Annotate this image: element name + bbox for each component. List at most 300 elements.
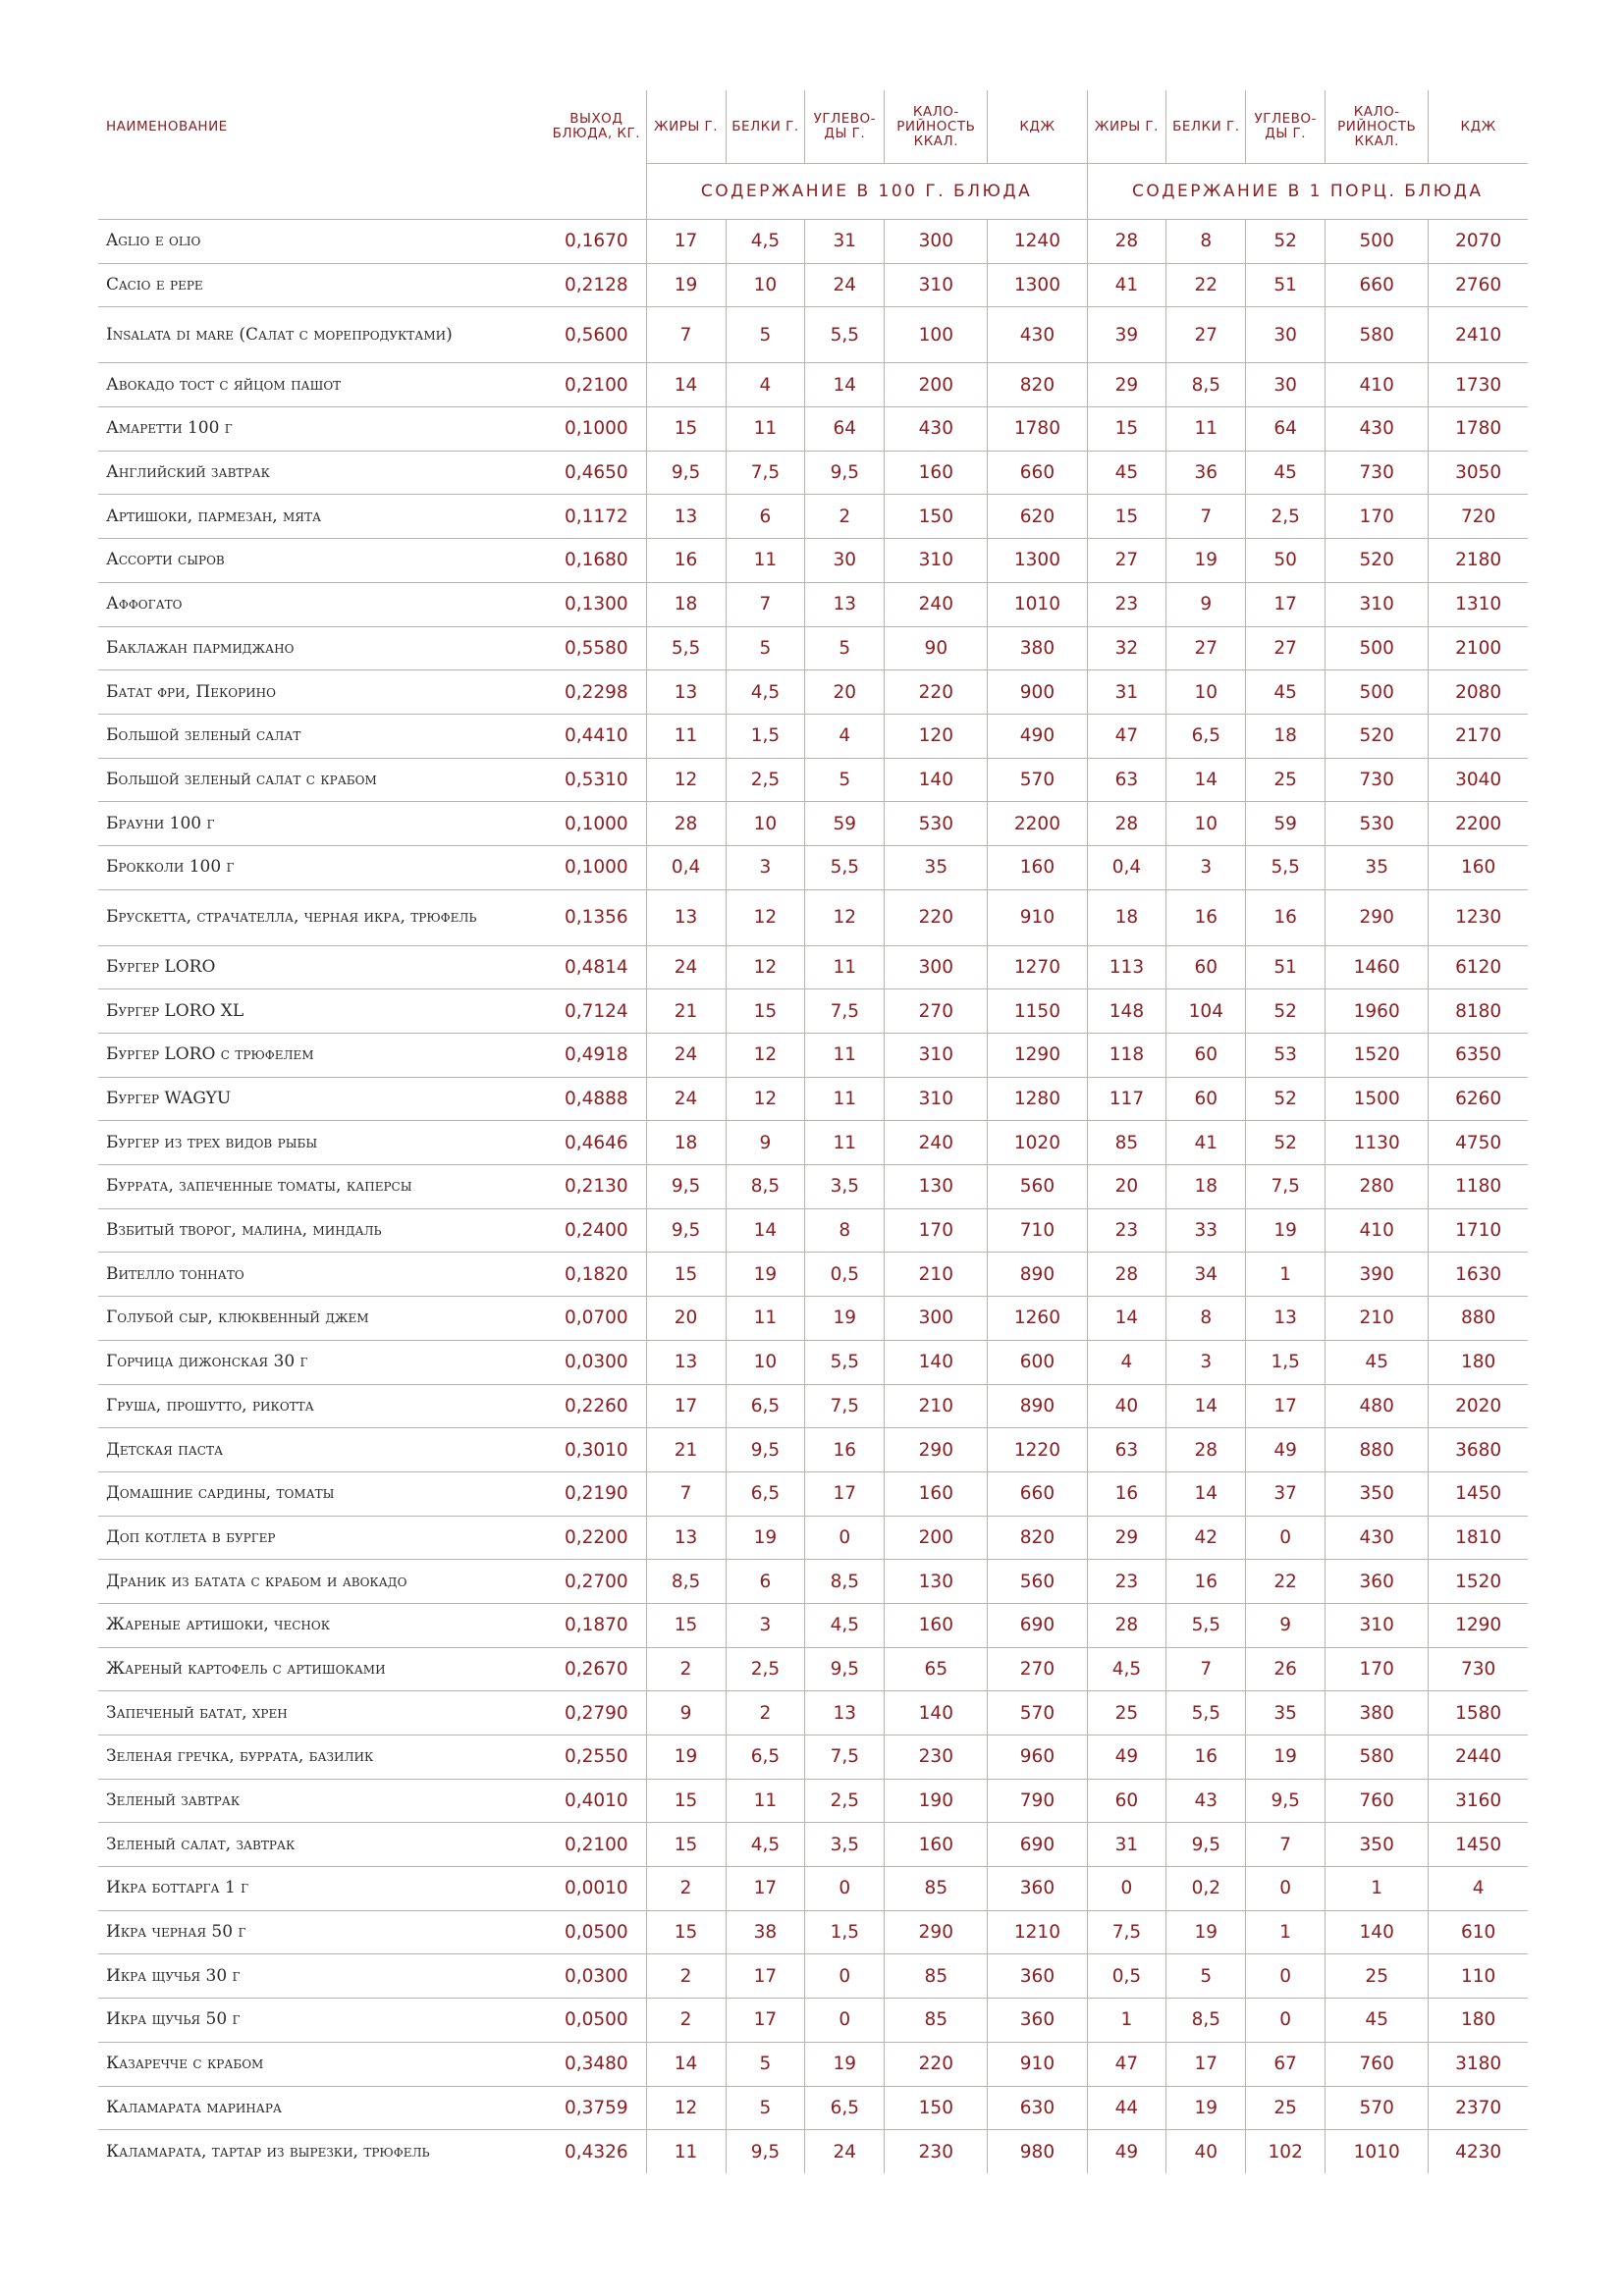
cell-carbs-100g: 2,5 <box>805 1779 885 1823</box>
cell-kj-100g: 560 <box>988 1165 1087 1209</box>
cell-protein-portion: 16 <box>1166 1560 1246 1604</box>
cell-kcal-portion: 530 <box>1326 802 1429 846</box>
cell-kcal-100g: 140 <box>885 1340 988 1384</box>
cell-protein-100g: 2 <box>726 1691 805 1735</box>
dish-yield: 0,1680 <box>547 539 646 583</box>
dish-yield: 0,5580 <box>547 626 646 670</box>
cell-protein-portion: 33 <box>1166 1208 1246 1253</box>
cell-protein-portion: 19 <box>1166 539 1246 583</box>
cell-kj-portion: 730 <box>1429 1647 1528 1691</box>
dish-name: Запеченый батат, хрен <box>98 1691 547 1735</box>
dish-yield: 0,4918 <box>547 1034 646 1078</box>
dish-yield: 0,0300 <box>547 1954 646 1999</box>
cell-kj-portion: 1290 <box>1429 1603 1528 1647</box>
cell-protein-portion: 19 <box>1166 2086 1246 2130</box>
dish-name: Бургер LORO с трюфелем <box>98 1034 547 1078</box>
cell-kcal-portion: 45 <box>1326 1340 1429 1384</box>
cell-carbs-portion: 18 <box>1246 714 1326 758</box>
dish-yield: 0,1000 <box>547 845 646 889</box>
cell-fat-100g: 9,5 <box>646 451 726 495</box>
cell-carbs-portion: 53 <box>1246 1034 1326 1078</box>
cell-protein-100g: 2,5 <box>726 1647 805 1691</box>
cell-kj-100g: 1220 <box>988 1428 1087 1472</box>
cell-carbs-portion: 13 <box>1246 1297 1326 1341</box>
cell-kcal-portion: 500 <box>1326 626 1429 670</box>
cell-kj-portion: 3180 <box>1429 2042 1528 2086</box>
dish-yield: 0,2700 <box>547 1560 646 1604</box>
cell-fat-portion: 47 <box>1087 714 1166 758</box>
cell-fat-100g: 13 <box>646 889 726 945</box>
table-row <box>98 1516 1528 1560</box>
cell-kcal-100g: 240 <box>885 582 988 626</box>
cell-kj-100g: 1150 <box>988 989 1087 1034</box>
cell-kj-portion: 110 <box>1429 1954 1528 1999</box>
cell-protein-100g: 3 <box>726 1603 805 1647</box>
cell-carbs-portion: 35 <box>1246 1691 1326 1735</box>
cell-protein-100g: 6 <box>726 1560 805 1604</box>
cell-carbs-100g: 0,5 <box>805 1253 885 1297</box>
cell-kcal-100g: 160 <box>885 1603 988 1647</box>
cell-kcal-100g: 240 <box>885 1121 988 1165</box>
cell-fat-100g: 15 <box>646 1823 726 1867</box>
cell-protein-100g: 3 <box>726 845 805 889</box>
table-row <box>98 714 1528 758</box>
cell-kj-100g: 1280 <box>988 1077 1087 1121</box>
cell-kj-portion: 180 <box>1429 1340 1528 1384</box>
cell-carbs-portion: 16 <box>1246 889 1326 945</box>
dish-yield: 0,0500 <box>547 1910 646 1954</box>
cell-protein-100g: 4,5 <box>726 670 805 715</box>
dish-name: Английский завтрак <box>98 451 547 495</box>
cell-protein-100g: 12 <box>726 1034 805 1078</box>
cell-kj-100g: 360 <box>988 1999 1087 2043</box>
cell-carbs-100g: 11 <box>805 945 885 989</box>
cell-carbs-portion: 17 <box>1246 1384 1326 1428</box>
cell-protein-portion: 16 <box>1166 889 1246 945</box>
cell-carbs-100g: 7,5 <box>805 1384 885 1428</box>
table-row <box>98 1867 1528 1911</box>
cell-protein-100g: 4 <box>726 363 805 407</box>
table-row <box>98 758 1528 802</box>
column-header-row <box>98 90 1528 164</box>
cell-protein-portion: 42 <box>1166 1516 1246 1560</box>
cell-fat-portion: 85 <box>1087 1121 1166 1165</box>
cell-carbs-portion: 27 <box>1246 626 1326 670</box>
cell-kcal-100g: 200 <box>885 363 988 407</box>
cell-carbs-100g: 11 <box>805 1121 885 1165</box>
cell-kcal-100g: 170 <box>885 1208 988 1253</box>
cell-kj-portion: 2760 <box>1429 263 1528 307</box>
cell-protein-portion: 43 <box>1166 1779 1246 1823</box>
cell-kj-100g: 360 <box>988 1867 1087 1911</box>
cell-protein-100g: 19 <box>726 1516 805 1560</box>
dish-name: Зеленый завтрак <box>98 1779 547 1823</box>
cell-carbs-100g: 11 <box>805 1034 885 1078</box>
cell-kj-100g: 430 <box>988 307 1087 363</box>
cell-protein-portion: 6,5 <box>1166 714 1246 758</box>
table-row <box>98 2086 1528 2130</box>
cell-carbs-100g: 19 <box>805 1297 885 1341</box>
cell-protein-100g: 2,5 <box>726 758 805 802</box>
cell-fat-portion: 27 <box>1087 539 1166 583</box>
cell-fat-portion: 31 <box>1087 1823 1166 1867</box>
cell-kcal-portion: 520 <box>1326 714 1429 758</box>
header-kj-portion: КДЖ <box>1429 90 1528 164</box>
cell-protein-100g: 12 <box>726 945 805 989</box>
table-row <box>98 2042 1528 2086</box>
cell-carbs-100g: 11 <box>805 1077 885 1121</box>
dish-yield: 0,5600 <box>547 307 646 363</box>
cell-protein-portion: 10 <box>1166 670 1246 715</box>
cell-fat-100g: 9 <box>646 1691 726 1735</box>
cell-kcal-100g: 120 <box>885 714 988 758</box>
cell-kj-portion: 2410 <box>1429 307 1528 363</box>
dish-yield: 0,1820 <box>547 1253 646 1297</box>
table-row <box>98 670 1528 715</box>
dish-yield: 0,1870 <box>547 1603 646 1647</box>
cell-carbs-portion: 0 <box>1246 1999 1326 2043</box>
cell-fat-100g: 13 <box>646 1340 726 1384</box>
cell-fat-portion: 40 <box>1087 1384 1166 1428</box>
cell-kj-100g: 490 <box>988 714 1087 758</box>
cell-carbs-100g: 0 <box>805 1867 885 1911</box>
dish-name: Большой зеленый салат с крабом <box>98 758 547 802</box>
table-row <box>98 1560 1528 1604</box>
cell-kcal-100g: 530 <box>885 802 988 846</box>
cell-protein-portion: 8,5 <box>1166 1999 1246 2043</box>
cell-kcal-portion: 410 <box>1326 363 1429 407</box>
cell-fat-100g: 2 <box>646 1867 726 1911</box>
group-header-portion: СОДЕРЖАНИЕ В 1 ПОРЦ. БЛЮДА <box>1087 164 1528 220</box>
dish-name: Авокадо тост с яйцом пашот <box>98 363 547 407</box>
cell-kcal-100g: 190 <box>885 1779 988 1823</box>
cell-kj-100g: 690 <box>988 1823 1087 1867</box>
cell-carbs-100g: 13 <box>805 582 885 626</box>
cell-fat-portion: 148 <box>1087 989 1166 1034</box>
dish-name: Драник из батата с крабом и авокадо <box>98 1560 547 1604</box>
cell-protein-portion: 5,5 <box>1166 1691 1246 1735</box>
cell-protein-portion: 27 <box>1166 307 1246 363</box>
cell-carbs-portion: 51 <box>1246 263 1326 307</box>
cell-carbs-100g: 17 <box>805 1471 885 1516</box>
cell-fat-portion: 28 <box>1087 802 1166 846</box>
cell-carbs-100g: 16 <box>805 1428 885 1472</box>
cell-kcal-100g: 290 <box>885 1428 988 1472</box>
cell-kj-100g: 710 <box>988 1208 1087 1253</box>
cell-kj-portion: 3040 <box>1429 758 1528 802</box>
cell-protein-portion: 10 <box>1166 802 1246 846</box>
cell-kj-100g: 910 <box>988 2042 1087 2086</box>
cell-protein-100g: 10 <box>726 802 805 846</box>
dish-name: Брускетта, страчателла, черная икра, трюфель <box>98 889 547 945</box>
cell-protein-100g: 11 <box>726 1779 805 1823</box>
cell-fat-portion: 117 <box>1087 1077 1166 1121</box>
table-row <box>98 495 1528 539</box>
group-header-row <box>98 164 1528 220</box>
cell-protein-100g: 8,5 <box>726 1165 805 1209</box>
cell-carbs-100g: 64 <box>805 407 885 452</box>
cell-protein-100g: 5 <box>726 2042 805 2086</box>
table-row <box>98 1297 1528 1341</box>
cell-protein-100g: 12 <box>726 889 805 945</box>
cell-fat-100g: 18 <box>646 1121 726 1165</box>
cell-carbs-portion: 37 <box>1246 1471 1326 1516</box>
cell-fat-portion: 60 <box>1087 1779 1166 1823</box>
dish-yield: 0,4326 <box>547 2130 646 2173</box>
cell-kcal-portion: 140 <box>1326 1910 1429 1954</box>
header-yield: ВЫХОД БЛЮДА, КГ. <box>552 111 641 142</box>
cell-fat-100g: 0,4 <box>646 845 726 889</box>
cell-protein-portion: 8 <box>1166 220 1246 264</box>
header-name: НАИМЕНОВАНИЕ <box>106 118 228 134</box>
dish-name: Домашние сардины, томаты <box>98 1471 547 1516</box>
cell-kj-portion: 3050 <box>1429 451 1528 495</box>
cell-kj-100g: 380 <box>988 626 1087 670</box>
cell-kcal-portion: 580 <box>1326 307 1429 363</box>
cell-kj-100g: 1210 <box>988 1910 1087 1954</box>
cell-kj-portion: 1230 <box>1429 889 1528 945</box>
cell-protein-portion: 104 <box>1166 989 1246 1034</box>
cell-fat-portion: 28 <box>1087 220 1166 264</box>
cell-fat-100g: 15 <box>646 1779 726 1823</box>
cell-kcal-100g: 310 <box>885 539 988 583</box>
cell-kj-portion: 160 <box>1429 845 1528 889</box>
table-row <box>98 989 1528 1034</box>
cell-kcal-portion: 390 <box>1326 1253 1429 1297</box>
cell-kj-100g: 570 <box>988 1691 1087 1735</box>
cell-fat-100g: 15 <box>646 1910 726 1954</box>
cell-kcal-portion: 25 <box>1326 1954 1429 1999</box>
cell-fat-portion: 29 <box>1087 1516 1166 1560</box>
header-protein-portion: БЕЛКИ Г. <box>1166 90 1246 164</box>
cell-carbs-portion: 9,5 <box>1246 1779 1326 1823</box>
cell-kcal-portion: 660 <box>1326 263 1429 307</box>
dish-yield: 0,2670 <box>547 1647 646 1691</box>
dish-yield: 0,1356 <box>547 889 646 945</box>
cell-kj-100g: 600 <box>988 1340 1087 1384</box>
cell-fat-portion: 63 <box>1087 1428 1166 1472</box>
cell-kcal-portion: 380 <box>1326 1691 1429 1735</box>
cell-kj-100g: 1270 <box>988 945 1087 989</box>
cell-protein-100g: 17 <box>726 1999 805 2043</box>
cell-kcal-portion: 1 <box>1326 1867 1429 1911</box>
dish-name: Aglio e olio <box>98 220 547 264</box>
cell-fat-portion: 41 <box>1087 263 1166 307</box>
cell-carbs-portion: 45 <box>1246 670 1326 715</box>
table-row <box>98 889 1528 945</box>
cell-kj-portion: 2440 <box>1429 1735 1528 1780</box>
cell-kcal-portion: 45 <box>1326 1999 1429 2043</box>
dish-name: Артишоки, пармезан, мята <box>98 495 547 539</box>
cell-protein-portion: 19 <box>1166 1910 1246 1954</box>
cell-kcal-100g: 85 <box>885 1867 988 1911</box>
cell-kcal-portion: 520 <box>1326 539 1429 583</box>
cell-carbs-portion: 0 <box>1246 1954 1326 1999</box>
cell-kcal-portion: 35 <box>1326 845 1429 889</box>
cell-protein-100g: 7,5 <box>726 451 805 495</box>
cell-kj-portion: 4 <box>1429 1867 1528 1911</box>
cell-kj-100g: 890 <box>988 1384 1087 1428</box>
dish-yield: 0,3480 <box>547 2042 646 2086</box>
cell-fat-portion: 20 <box>1087 1165 1166 1209</box>
cell-protein-100g: 6,5 <box>726 1384 805 1428</box>
cell-kcal-100g: 150 <box>885 2086 988 2130</box>
dish-yield: 0,3759 <box>547 2086 646 2130</box>
dish-name: Каламарата маринара <box>98 2086 547 2130</box>
dish-yield: 0,2100 <box>547 1823 646 1867</box>
cell-protein-100g: 11 <box>726 1297 805 1341</box>
cell-kcal-100g: 220 <box>885 670 988 715</box>
cell-protein-100g: 4,5 <box>726 1823 805 1867</box>
table-row <box>98 1999 1528 2043</box>
cell-kcal-100g: 90 <box>885 626 988 670</box>
cell-protein-portion: 22 <box>1166 263 1246 307</box>
cell-kj-100g: 570 <box>988 758 1087 802</box>
cell-protein-portion: 40 <box>1166 2130 1246 2173</box>
dish-name: Бургер WAGYU <box>98 1077 547 1121</box>
cell-carbs-100g: 7,5 <box>805 1735 885 1780</box>
cell-carbs-portion: 25 <box>1246 758 1326 802</box>
cell-carbs-100g: 7,5 <box>805 989 885 1034</box>
cell-kcal-portion: 210 <box>1326 1297 1429 1341</box>
cell-kj-100g: 1240 <box>988 220 1087 264</box>
cell-protein-portion: 5 <box>1166 1954 1246 1999</box>
cell-protein-portion: 0,2 <box>1166 1867 1246 1911</box>
cell-kcal-100g: 100 <box>885 307 988 363</box>
cell-carbs-100g: 9,5 <box>805 451 885 495</box>
cell-protein-100g: 11 <box>726 539 805 583</box>
cell-carbs-portion: 1 <box>1246 1910 1326 1954</box>
cell-carbs-100g: 19 <box>805 2042 885 2086</box>
cell-protein-portion: 34 <box>1166 1253 1246 1297</box>
cell-fat-100g: 13 <box>646 1516 726 1560</box>
cell-carbs-portion: 2,5 <box>1246 495 1326 539</box>
cell-kj-100g: 660 <box>988 451 1087 495</box>
table-row <box>98 845 1528 889</box>
cell-protein-portion: 8,5 <box>1166 363 1246 407</box>
nutrition-table <box>98 90 1528 2173</box>
cell-kcal-portion: 430 <box>1326 1516 1429 1560</box>
cell-fat-portion: 15 <box>1087 495 1166 539</box>
cell-fat-100g: 2 <box>646 1954 726 1999</box>
cell-fat-100g: 24 <box>646 945 726 989</box>
dish-yield: 0,0300 <box>547 1340 646 1384</box>
cell-fat-portion: 0,4 <box>1087 845 1166 889</box>
cell-carbs-100g: 30 <box>805 539 885 583</box>
cell-kcal-100g: 230 <box>885 1735 988 1780</box>
dish-name: Горчица дижонская 30 г <box>98 1340 547 1384</box>
cell-fat-portion: 28 <box>1087 1253 1166 1297</box>
table-row <box>98 263 1528 307</box>
dish-name: Insalata di mare (Салат с морепродуктами) <box>98 307 547 363</box>
cell-kcal-portion: 1960 <box>1326 989 1429 1034</box>
cell-carbs-portion: 7,5 <box>1246 1165 1326 1209</box>
cell-protein-100g: 15 <box>726 989 805 1034</box>
cell-kj-100g: 1780 <box>988 407 1087 452</box>
cell-carbs-portion: 7 <box>1246 1823 1326 1867</box>
cell-kj-100g: 900 <box>988 670 1087 715</box>
cell-fat-portion: 49 <box>1087 1735 1166 1780</box>
cell-kcal-100g: 65 <box>885 1647 988 1691</box>
cell-kj-portion: 1310 <box>1429 582 1528 626</box>
cell-kj-portion: 2020 <box>1429 1384 1528 1428</box>
cell-protein-portion: 17 <box>1166 2042 1246 2086</box>
dish-yield: 0,1172 <box>547 495 646 539</box>
cell-fat-100g: 15 <box>646 1603 726 1647</box>
table-row <box>98 451 1528 495</box>
table-row <box>98 1428 1528 1472</box>
header-kcal-100g: КАЛО-РИЙНОСТЬ ККАЛ. <box>885 90 988 164</box>
cell-fat-portion: 0 <box>1087 1867 1166 1911</box>
table-row <box>98 1034 1528 1078</box>
cell-fat-100g: 19 <box>646 1735 726 1780</box>
cell-kj-portion: 2370 <box>1429 2086 1528 2130</box>
cell-kj-portion: 1630 <box>1429 1253 1528 1297</box>
cell-protein-portion: 5,5 <box>1166 1603 1246 1647</box>
dish-yield: 0,2130 <box>547 1165 646 1209</box>
cell-fat-portion: 63 <box>1087 758 1166 802</box>
cell-carbs-portion: 0 <box>1246 1867 1326 1911</box>
table-row <box>98 582 1528 626</box>
cell-carbs-portion: 0 <box>1246 1516 1326 1560</box>
cell-kj-100g: 790 <box>988 1779 1087 1823</box>
cell-kcal-portion: 480 <box>1326 1384 1429 1428</box>
dish-name: Батат фри, Пекорино <box>98 670 547 715</box>
cell-carbs-portion: 45 <box>1246 451 1326 495</box>
cell-protein-portion: 28 <box>1166 1428 1246 1472</box>
cell-kj-100g: 960 <box>988 1735 1087 1780</box>
cell-fat-portion: 4,5 <box>1087 1647 1166 1691</box>
cell-kj-100g: 1300 <box>988 539 1087 583</box>
cell-kcal-portion: 280 <box>1326 1165 1429 1209</box>
dish-yield: 0,7124 <box>547 989 646 1034</box>
cell-fat-100g: 14 <box>646 2042 726 2086</box>
cell-fat-portion: 113 <box>1087 945 1166 989</box>
cell-protein-portion: 60 <box>1166 1077 1246 1121</box>
cell-carbs-portion: 19 <box>1246 1735 1326 1780</box>
cell-kj-portion: 610 <box>1429 1910 1528 1954</box>
cell-fat-100g: 9,5 <box>646 1165 726 1209</box>
cell-protein-portion: 36 <box>1166 451 1246 495</box>
cell-carbs-100g: 9,5 <box>805 1647 885 1691</box>
cell-kj-100g: 820 <box>988 363 1087 407</box>
cell-kcal-100g: 290 <box>885 1910 988 1954</box>
cell-kj-portion: 4230 <box>1429 2130 1528 2173</box>
table-row <box>98 1735 1528 1780</box>
dish-name: Аффогато <box>98 582 547 626</box>
cell-protein-portion: 3 <box>1166 845 1246 889</box>
cell-protein-100g: 10 <box>726 1340 805 1384</box>
cell-kcal-portion: 1010 <box>1326 2130 1429 2173</box>
cell-protein-portion: 60 <box>1166 945 1246 989</box>
cell-kj-portion: 2200 <box>1429 802 1528 846</box>
cell-kcal-100g: 300 <box>885 1297 988 1341</box>
table-row <box>98 1647 1528 1691</box>
cell-kcal-100g: 160 <box>885 1823 988 1867</box>
table-row <box>98 1340 1528 1384</box>
dish-yield: 0,2790 <box>547 1691 646 1735</box>
cell-carbs-100g: 24 <box>805 263 885 307</box>
cell-fat-100g: 8,5 <box>646 1560 726 1604</box>
cell-fat-portion: 23 <box>1087 1560 1166 1604</box>
cell-kcal-100g: 140 <box>885 758 988 802</box>
dish-yield: 0,1000 <box>547 802 646 846</box>
table-row <box>98 1165 1528 1209</box>
cell-carbs-portion: 26 <box>1246 1647 1326 1691</box>
cell-kcal-portion: 170 <box>1326 495 1429 539</box>
cell-carbs-portion: 5,5 <box>1246 845 1326 889</box>
cell-fat-portion: 25 <box>1087 1691 1166 1735</box>
